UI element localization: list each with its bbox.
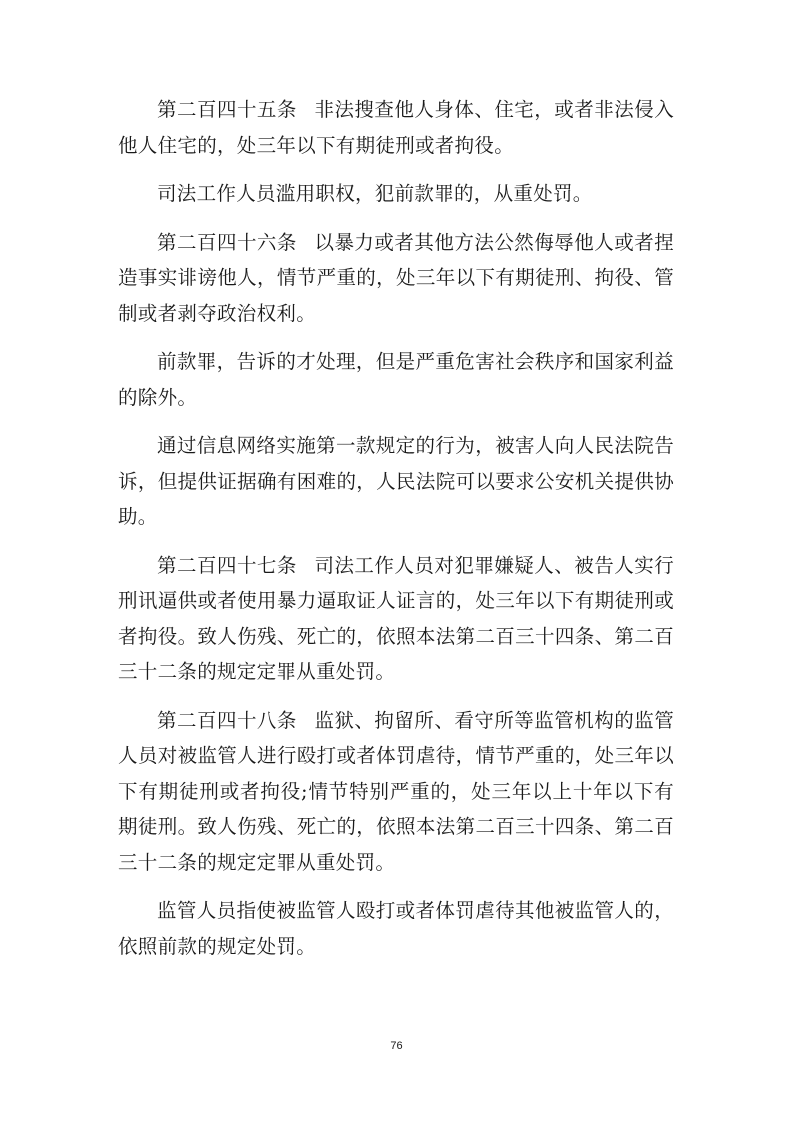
article-245-paragraph [118,92,674,163]
paragraph-text: 司法工作人员对犯罪嫌疑人、被告人实行刑讯逼供或者使用暴力逼取证人证言的，处三年以下有期徒刑或者拘役。致人伤残、死亡的，依照本法第二百三十四条、第二百三十二条的规定定罪从重处罚。 [118,553,674,683]
article-247-paragraph [118,548,674,690]
paragraph-text: 通过信息网络实施第一款规定的行为，被害人向人民法院告诉，但提供证据确有困难的，人民法院可以要求公安机关提供协助。 [118,434,674,528]
article-246-paragraph [118,225,674,332]
paragraph-text: 监管人员指使被监管人殴打或者体罚虐待其他被监管人的，依照前款的规定处罚。 [118,899,674,958]
page-number: 76 [390,1040,403,1052]
paragraph-text: 以暴力或者其他方法公然侮辱他人或者捏造事实诽谤他人，情节严重的，处三年以下有期徒刑、拘役、管制或者剥夺政治权利。 [118,230,674,325]
paragraph-text: 司法工作人员滥用职权，犯前款罪的，从重处罚。 [157,182,593,205]
article-245-clause-2 [118,176,674,212]
article-number: 第二百四十七条 [157,553,297,577]
article-248-clause-2 [118,893,674,964]
page-body [118,92,674,977]
article-number: 第二百四十六条 [157,230,297,254]
paragraph-text: 监狱、拘留所、看守所等监管机构的监管人员对被监管人进行殴打或者体罚虐待，情节严重的，处三年以下有期徒刑或者拘役;情节特别严重的，处三年以上十年以下有期徒刑。致人伤残、死亡的，依照本法第二百三十四条、第二百三十二条的规定定罪从重处罚。 [118,708,674,874]
article-246-clause-3 [118,428,674,535]
article-246-clause-2 [118,344,674,415]
paragraph-text: 非法搜查他人身体、住宅，或者非法侵入他人住宅的，处三年以下有期徒刑或者拘役。 [118,98,674,157]
article-number: 第二百四十五条 [157,98,297,121]
article-248-paragraph [118,703,674,881]
article-number: 第二百四十八条 [157,708,297,732]
paragraph-text: 前款罪，告诉的才处理，但是严重危害社会秩序和国家利益的除外。 [118,350,674,409]
